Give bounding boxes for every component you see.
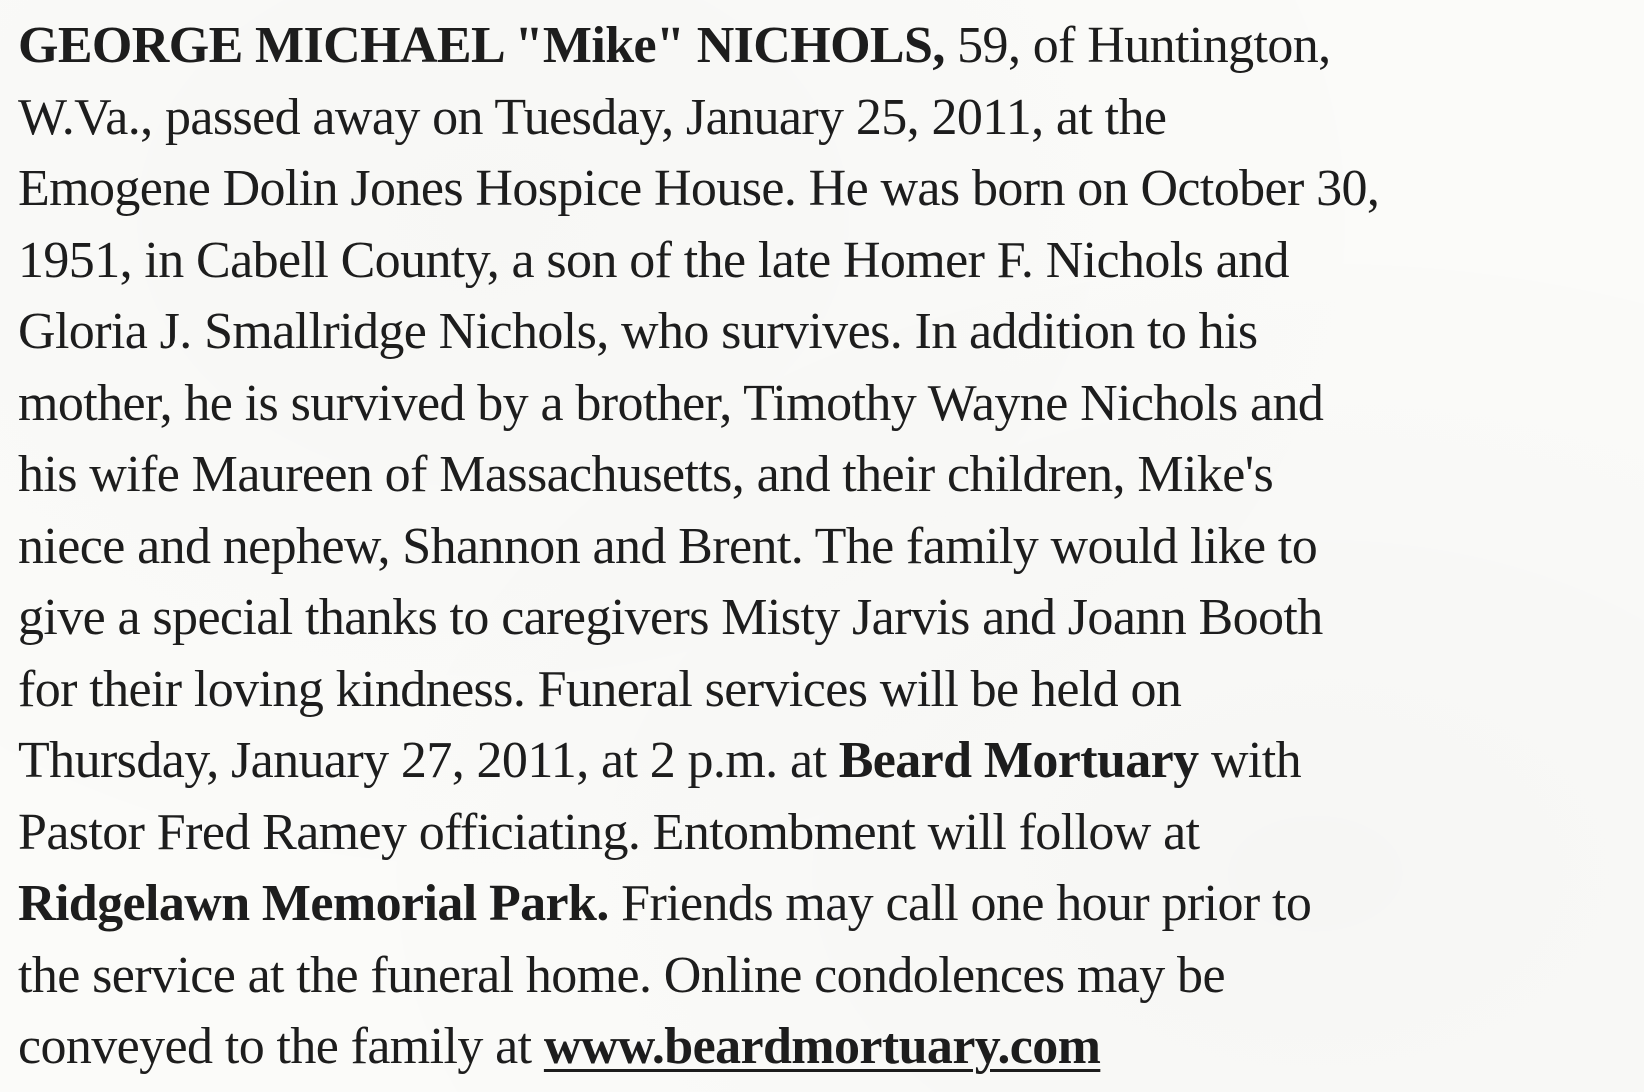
obituary-line: niece and nephew, Shannon and Brent. The family would like to [18, 517, 1318, 575]
obituary-line: the service at the funeral home. Online condolences may be [18, 946, 1225, 1004]
obituary-line-text: with [1198, 732, 1302, 789]
obituary-line: Gloria J. Smallridge Nichols, who survives. In addition to his [18, 303, 1258, 360]
obituary-text [18, 10, 1638, 1083]
obituary-line: mother, he is survived by a brother, Timothy Wayne Nichols and [18, 374, 1324, 432]
obituary-line: for their loving kindness. Funeral services will be held on [18, 660, 1182, 718]
obituary-line: his wife Maureen of Massachusetts, and their children, Mike's [18, 446, 1274, 503]
obituary-line [18, 10, 1638, 82]
obituary-line-text: conveyed to the family at [18, 1018, 544, 1075]
obituary-line: Emogene Dolin Jones Hospice House. He was born on October 30, [18, 160, 1380, 217]
obituary-line-text: Friends may call one hour prior to [608, 875, 1312, 932]
obituary-line: give a special thanks to caregivers Misty Jarvis and Joann Booth [18, 589, 1323, 646]
obituary-line: W.Va., passed away on Tuesday, January 25, 2011, at the [18, 88, 1167, 146]
obituary-line [18, 868, 1638, 940]
obituary-line: Pastor Fred Ramey officiating. Entombment will follow at [18, 803, 1200, 861]
deceased-name: GEORGE MICHAEL "Mike" NICHOLS, [18, 17, 945, 74]
obituary-line [18, 1011, 1638, 1083]
obituary-line-text: 59, of Huntington, [944, 17, 1331, 74]
mortuary-website-link[interactable]: www.beardmortuary.com [543, 1018, 1101, 1075]
obituary-line [18, 725, 1638, 797]
obituary-line-text: Thursday, January 27, 2011, at 2 p.m. at [18, 732, 839, 789]
obituary-line: 1951, in Cabell County, a son of the late Homer F. Nichols and [18, 231, 1289, 289]
memorial-park-name: Ridgelawn Memorial Park. [18, 875, 609, 932]
mortuary-name: Beard Mortuary [838, 732, 1199, 789]
